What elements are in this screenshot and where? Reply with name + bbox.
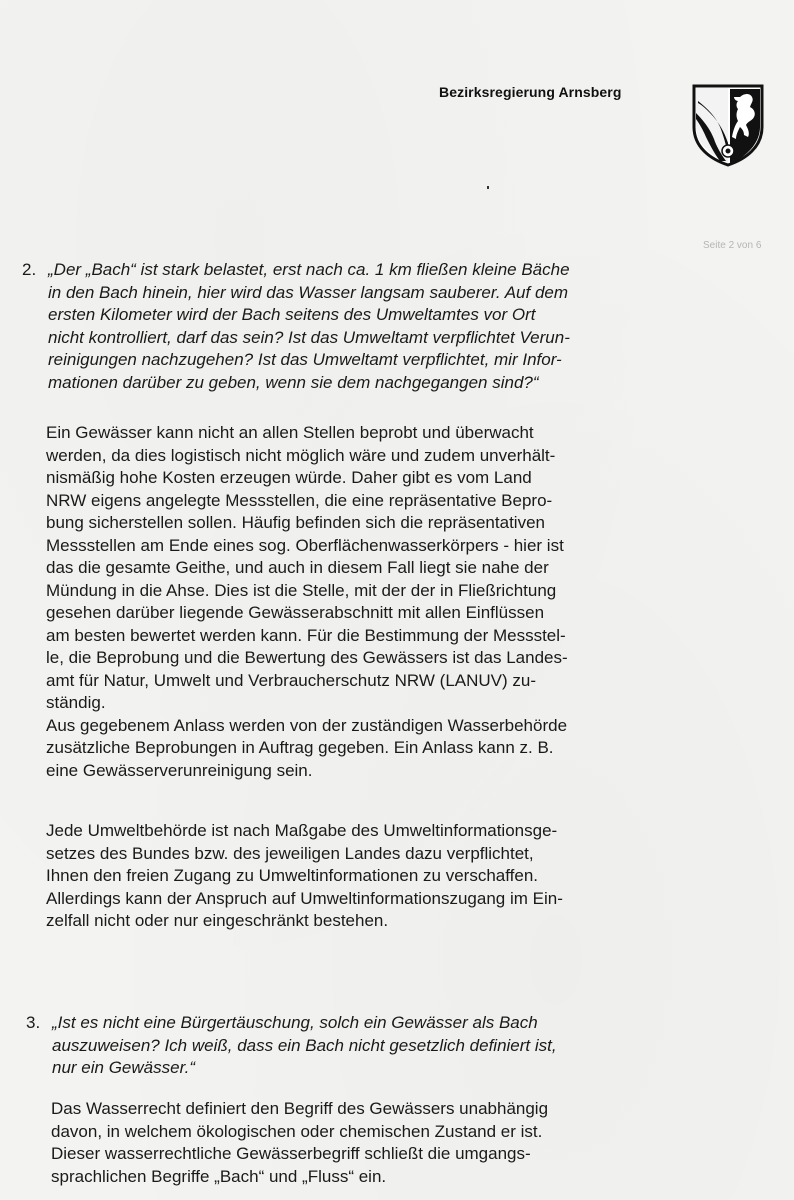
question-line: „Ist es nicht eine Bürgertäuschung, solch ein Gewässer als Bach bbox=[52, 1013, 538, 1032]
answer-line: Messstellen am Ende eines sog. Oberflächenwasserkörpers - hier ist bbox=[46, 535, 564, 555]
answer-line: Allerdings kann der Anspruch auf Umweltinformationszugang im Ein- bbox=[46, 888, 563, 908]
answer-line: Mündung in die Ahse. Dies ist die Stelle, mit der der in Fließrichtung bbox=[46, 580, 557, 600]
question-line: reinigungen nachzugehen? Ist das Umweltamt verpflichtet, mir Infor- bbox=[48, 350, 562, 369]
answer-line: am besten bewertet werden kann. Für die Bestimmung der Messstel- bbox=[46, 625, 566, 645]
answer-line: eine Gewässerverunreinigung sein. bbox=[46, 760, 313, 780]
answer-line: sprachlichen Begriffe „Bach“ und „Fluss“ ein. bbox=[51, 1166, 387, 1186]
question-line: nicht kontrolliert, darf das sein? Ist das Umweltamt verpflichtet Verun- bbox=[48, 327, 570, 347]
answer-line: amt für Natur, Umwelt und Verbraucherschutz NRW (LANUV) zu- bbox=[46, 670, 537, 690]
answer-line: Dieser wasserrechtliche Gewässerbegriff schließt die umgangs- bbox=[51, 1144, 531, 1163]
answer-line: NRW eigens angelegte Messstellen, die eine repräsentative Bepro- bbox=[46, 490, 553, 510]
answer-line: le, die Beprobung und die Bewertung des Gewässers ist das Landes- bbox=[46, 648, 568, 667]
speck-mark bbox=[487, 186, 489, 189]
authority-name: Bezirksregierung Arnsberg bbox=[439, 84, 622, 100]
question-2 bbox=[22, 259, 570, 394]
question-number: 2. bbox=[22, 260, 37, 279]
question-line: „Der „Bach“ ist stark belastet, erst nach ca. 1 km fließen kleine Bäche bbox=[48, 260, 570, 279]
answer-line: zusätzliche Beprobungen in Auftrag gegeben. Ein Anlass kann z. B. bbox=[46, 738, 554, 757]
answer-line: bung sicherstellen sollen. Häufig befinden sich die repräsentativen bbox=[46, 513, 545, 532]
answer-line: setzes des Bundes bzw. des jeweiligen Landes dazu verpflichtet, bbox=[46, 843, 534, 863]
question-line: in den Bach hinein, hier wird das Wasser langsam sauberer. Auf dem bbox=[48, 282, 569, 302]
answer-line: Ihnen den freien Zugang zu Umweltinformationen zu verschaffen. bbox=[46, 866, 539, 885]
answer-line: gesehen darüber liegende Gewässerabschnitt mit allen Einflüssen bbox=[46, 603, 545, 622]
answer-line: das die gesamte Geithe, und auch in diesem Fall liegt sie nahe der bbox=[46, 558, 549, 577]
answer-line: Aus gegebenem Anlass werden von der zuständigen Wasserbehörde bbox=[46, 715, 568, 735]
answer-line: ständig. bbox=[46, 693, 106, 712]
nrw-coat-of-arms-icon bbox=[690, 83, 766, 167]
answer-line: werden, da dies logistisch nicht möglich wäre und zudem unverhält- bbox=[46, 445, 556, 465]
question-line: auszuweisen? Ich weiß, dass ein Bach nicht gesetzlich definiert ist, bbox=[52, 1035, 557, 1055]
page-number: Seite 2 von 6 bbox=[703, 240, 762, 251]
answer-line: zelfall nicht oder nur eingeschränkt bestehen. bbox=[46, 911, 389, 930]
question-line: ersten Kilometer wird der Bach seitens des Umweltamtes vor Ort bbox=[48, 305, 536, 324]
answer-2-paragraph-2 bbox=[46, 820, 563, 933]
answer-line: Jede Umweltbehörde ist nach Maßgabe des Umweltinformationsge- bbox=[46, 821, 558, 840]
question-line: mationen darüber zu geben, wenn sie dem nachgegangen sind?“ bbox=[48, 372, 539, 392]
question-line: nur ein Gewässer.“ bbox=[52, 1058, 195, 1077]
question-number: 3. bbox=[26, 1013, 41, 1032]
answer-line: davon, in welchem ökologischen oder chemischen Zustand er ist. bbox=[51, 1121, 543, 1141]
answer-line: Das Wasserrecht definiert den Begriff des Gewässers unabhängig bbox=[51, 1099, 549, 1118]
question-3 bbox=[26, 1012, 557, 1080]
answer-2-paragraph-1 bbox=[46, 422, 568, 782]
answer-line: Ein Gewässer kann nicht an allen Stellen beprobt und überwacht bbox=[46, 423, 534, 442]
answer-line: nismäßig hohe Kosten erzeugen würde. Daher gibt es vom Land bbox=[46, 468, 532, 487]
answer-3-paragraph-1 bbox=[51, 1098, 548, 1188]
